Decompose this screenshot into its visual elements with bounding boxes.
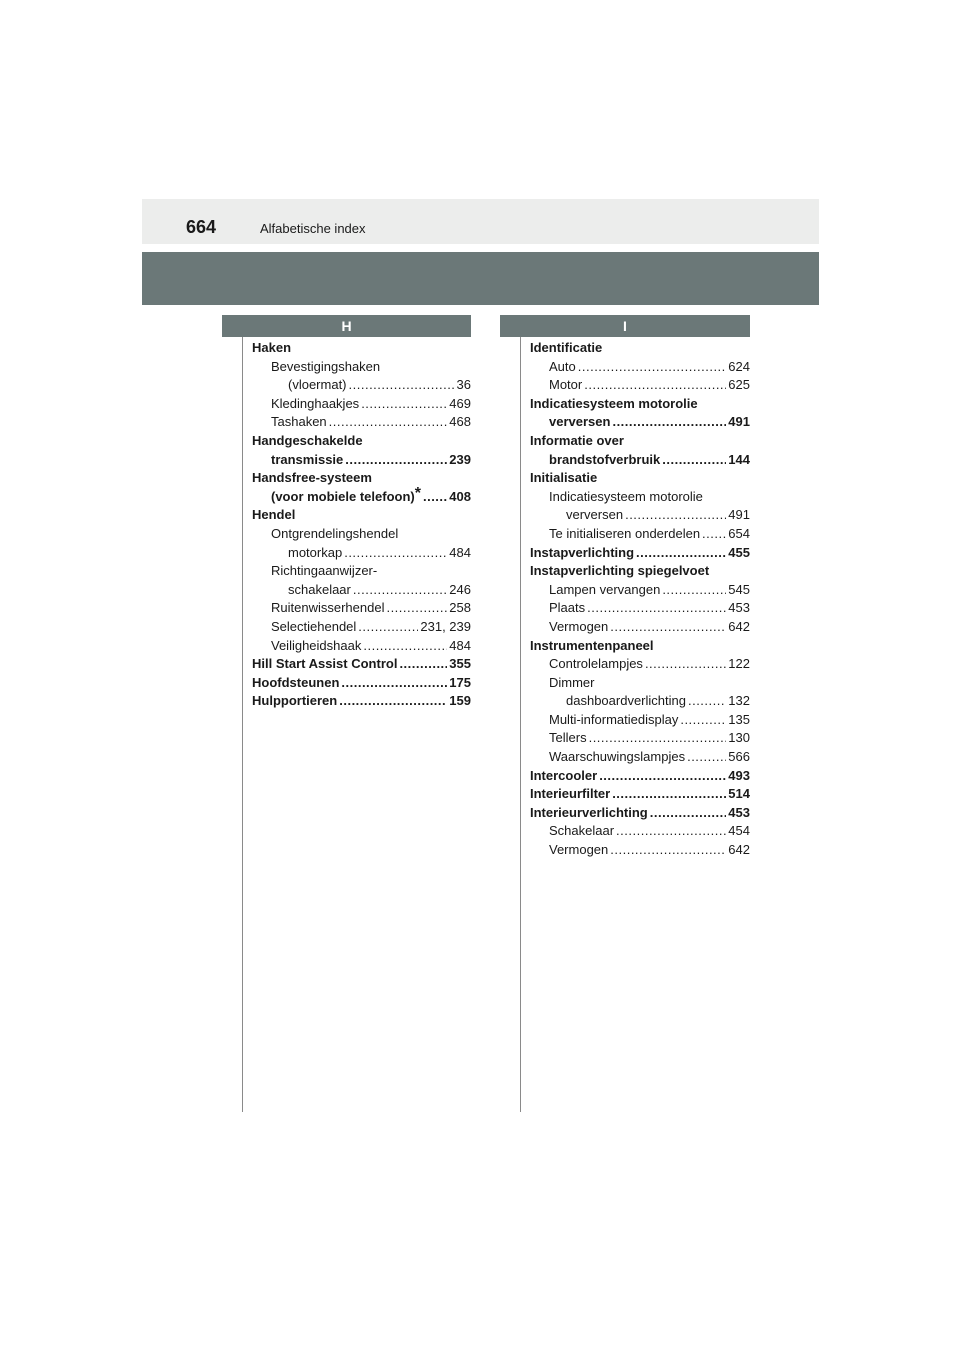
- index-entry-label: Instrumentenpaneel: [530, 637, 654, 653]
- index-entry-label: Vermogen: [549, 842, 609, 858]
- index-column-i: [530, 339, 750, 860]
- dot-leader: [345, 451, 447, 470]
- dot-leader: [610, 841, 726, 860]
- index-entry-text: [549, 525, 700, 544]
- index-entry-page: 258: [449, 600, 471, 616]
- index-entry-text: [549, 358, 576, 377]
- index-entry-label: Haken: [252, 340, 292, 355]
- index-entry: [530, 618, 750, 637]
- dot-leader: [423, 488, 447, 507]
- index-entry-label: Hoofdsteunen: [252, 674, 340, 690]
- index-entry-label: Handgeschakelde: [252, 432, 363, 448]
- index-entry: [530, 655, 750, 674]
- index-entry-page: 469: [449, 395, 471, 411]
- index-entry-page: 130: [728, 730, 750, 746]
- index-entry-page: 514: [728, 786, 750, 802]
- index-entry-page: 491: [728, 414, 750, 430]
- dot-leader: [589, 729, 727, 748]
- index-entry-label: Dimmer: [549, 674, 595, 690]
- index-entry-page: 484: [449, 637, 471, 653]
- index-entry: [530, 358, 750, 377]
- index-entry-text: [549, 655, 643, 674]
- index-entry-label: Instapverlichting spiegelvoet: [530, 563, 710, 579]
- column-divider: [242, 337, 243, 1112]
- index-entry-page: 408: [449, 488, 471, 504]
- index-entry-text: [530, 767, 597, 786]
- index-entry-page: 453: [728, 600, 750, 616]
- dot-leader: [587, 599, 726, 618]
- index-entry-page: 642: [728, 842, 750, 858]
- index-entry-page: 159: [449, 693, 471, 709]
- index-entry: [252, 469, 471, 488]
- index-entry: [530, 506, 750, 525]
- column-divider: [520, 337, 521, 1112]
- index-entry-page: 453: [728, 804, 750, 820]
- dot-leader: [625, 506, 726, 525]
- index-entry-label: Interieurfilter: [530, 786, 611, 802]
- index-entry-label: Instapverlichting: [530, 544, 635, 560]
- index-entry-page: 239: [449, 451, 471, 467]
- footnote-marker: *: [414, 485, 421, 503]
- dot-leader: [344, 544, 447, 563]
- index-entry: [530, 525, 750, 544]
- index-entry-page: 231, 239: [420, 618, 471, 634]
- dot-leader: [339, 692, 447, 711]
- index-entry-label: transmissie: [271, 451, 344, 467]
- index-entry-text: [549, 376, 582, 395]
- dot-leader: [612, 785, 726, 804]
- index-entry-text: [271, 618, 356, 637]
- letter-heading-h: H: [222, 315, 471, 337]
- dot-leader: [599, 767, 726, 786]
- index-entry-label: dashboardverlichting: [566, 693, 686, 709]
- index-entry: [530, 637, 750, 656]
- dot-leader: [329, 413, 448, 432]
- index-entry: [530, 785, 750, 804]
- index-entry-text: [549, 618, 608, 637]
- index-entry: [530, 804, 750, 823]
- section-title: Alfabetische index: [260, 221, 366, 236]
- dot-leader: [353, 581, 447, 600]
- dot-leader: [662, 581, 726, 600]
- index-entry-text: [252, 655, 397, 674]
- index-entry: [530, 767, 750, 786]
- index-entry-text: [549, 581, 660, 600]
- index-entry-text: [288, 376, 347, 395]
- dot-leader: [688, 692, 726, 711]
- index-entry-page: 122: [728, 656, 750, 672]
- index-entry-text: [566, 506, 623, 525]
- index-entry-label: verversen: [549, 414, 611, 430]
- dot-leader: [584, 376, 726, 395]
- index-entry-label: Motor: [549, 377, 583, 393]
- index-entry-label: schakelaar: [288, 581, 351, 597]
- index-entry-text: [271, 395, 359, 414]
- index-entry: [252, 655, 471, 674]
- index-entry: [252, 637, 471, 656]
- index-entry: [530, 674, 750, 693]
- page-number: 664: [186, 217, 217, 237]
- index-entry-page: 654: [728, 525, 750, 541]
- index-entry: [530, 469, 750, 488]
- index-entry-page: 545: [728, 581, 750, 597]
- index-entry: [530, 562, 750, 581]
- index-entry-text: [549, 451, 660, 470]
- index-entry-text: [271, 599, 384, 618]
- index-entry-label: Veiligheidshaak: [271, 637, 362, 653]
- index-entry: [530, 451, 750, 470]
- dot-leader: [650, 804, 727, 823]
- index-entry-text: [530, 804, 648, 823]
- index-entry: [530, 581, 750, 600]
- index-entry-text: [288, 581, 351, 600]
- dot-leader: [386, 599, 447, 618]
- index-entry: [252, 544, 471, 563]
- index-entry-label: verversen: [566, 507, 624, 523]
- index-entry: [530, 841, 750, 860]
- index-entry: [530, 748, 750, 767]
- index-entry-page: 625: [728, 377, 750, 393]
- index-entry: [252, 618, 471, 637]
- dot-leader: [399, 655, 447, 674]
- dot-leader: [349, 376, 455, 395]
- dot-leader: [361, 395, 447, 414]
- index-entry-label: Auto: [549, 358, 576, 374]
- index-column-h: [252, 339, 471, 711]
- index-entry: [252, 485, 471, 507]
- dot-leader: [687, 748, 726, 767]
- index-entry: [530, 692, 750, 711]
- dot-leader: [610, 618, 726, 637]
- index-entry-label: Tellers: [549, 730, 587, 746]
- index-entry-text: [549, 841, 608, 860]
- dot-leader: [341, 674, 447, 693]
- index-entry: [252, 525, 471, 544]
- index-entry-page: 132: [728, 693, 750, 709]
- index-entry: [530, 395, 750, 414]
- letter-heading-i: I: [500, 315, 750, 337]
- index-entry-label: Bevestigingshaken: [271, 358, 381, 374]
- index-entry-label: Indicatiesysteem motorolie: [530, 395, 698, 411]
- index-entry-text: [271, 451, 343, 470]
- header-bar: [142, 199, 819, 244]
- index-entry-label: Vermogen: [549, 618, 609, 634]
- index-entry: [252, 432, 471, 451]
- index-entry-page: 454: [728, 823, 750, 839]
- index-entry-label: Identificatie: [530, 340, 603, 355]
- index-entry: [252, 562, 471, 581]
- index-entry-page: 491: [728, 507, 750, 523]
- index-entry-label: Handsfree-systeem: [252, 470, 372, 486]
- index-entry-text: [271, 485, 421, 507]
- index-entry: [252, 358, 471, 377]
- index-entry-page: 175: [449, 674, 471, 690]
- index-entry: [252, 451, 471, 470]
- index-entry-label: Initialisatie: [530, 470, 598, 486]
- index-entry: [252, 413, 471, 432]
- index-entry-page: 455: [728, 544, 750, 560]
- index-entry-label: Interieurverlichting: [530, 804, 648, 820]
- index-entry-label: Ontgrendelingshendel: [271, 525, 399, 541]
- index-entry: [530, 544, 750, 563]
- index-entry-text: [549, 599, 585, 618]
- index-entry-text: [549, 711, 678, 730]
- index-entry: [530, 599, 750, 618]
- index-entry-label: Hendel: [252, 507, 296, 523]
- index-entry-page: 135: [728, 711, 750, 727]
- index-entry-text: [252, 692, 337, 711]
- index-entry-page: 566: [728, 749, 750, 765]
- index-entry-label: motorkap: [288, 544, 343, 560]
- index-entry-page: 355: [449, 656, 471, 672]
- header-band: [142, 252, 819, 305]
- index-entry-label: Multi-informatiedisplay: [549, 711, 679, 727]
- dot-leader: [358, 618, 418, 637]
- index-entry: [252, 506, 471, 525]
- index-entry: [252, 581, 471, 600]
- index-entry-text: [288, 544, 342, 563]
- index-entry-label: Te initialiseren onderdelen: [549, 525, 701, 541]
- index-entry-label: Hill Start Assist Control: [252, 656, 398, 672]
- index-entry: [252, 376, 471, 395]
- dot-leader: [680, 711, 726, 730]
- index-entry-label: Plaats: [549, 600, 586, 616]
- index-entry: [530, 339, 750, 358]
- index-entry-page: 624: [728, 358, 750, 374]
- index-entry-text: [549, 822, 614, 841]
- index-entry-label: Tashaken: [271, 414, 327, 430]
- dot-leader: [702, 525, 726, 544]
- index-entry: [530, 711, 750, 730]
- index-entry-label: Ruitenwisserhendel: [271, 600, 385, 616]
- index-entry: [530, 432, 750, 451]
- index-entry-page: 468: [449, 414, 471, 430]
- index-entry-label: Hulpportieren: [252, 693, 338, 709]
- index-entry-text: [252, 674, 339, 693]
- index-entry-text: [549, 413, 610, 432]
- index-entry-page: 144: [728, 451, 750, 467]
- index-entry-text: [549, 729, 587, 748]
- index-entry-label: Informatie over: [530, 432, 624, 448]
- index-entry: [252, 674, 471, 693]
- index-entry-page: 484: [449, 544, 471, 560]
- index-entry-label: (voor mobiele telefoon): [271, 488, 415, 504]
- index-entry-page: 246: [449, 581, 471, 597]
- index-entry-label: Richtingaanwijzer-: [271, 563, 378, 579]
- index-entry: [252, 339, 471, 358]
- index-entry-label: Indicatiesysteem motorolie: [549, 488, 703, 504]
- index-entry: [252, 599, 471, 618]
- index-entry-label: Schakelaar: [549, 823, 615, 839]
- index-entry-label: Selectiehendel: [271, 618, 357, 634]
- index-entry: [530, 413, 750, 432]
- dot-leader: [645, 655, 726, 674]
- dot-leader: [612, 413, 726, 432]
- index-entry-label: (vloermat): [288, 377, 347, 393]
- index-entry: [252, 395, 471, 414]
- index-entry-label: Controlelampjes: [549, 656, 643, 672]
- index-entry: [530, 822, 750, 841]
- index-entry-text: [271, 413, 327, 432]
- index-entry-label: Waarschuwingslampjes: [549, 749, 686, 765]
- index-entry-page: 493: [728, 767, 750, 783]
- index-entry-label: Intercooler: [530, 767, 598, 783]
- index-entry-label: Lampen vervangen: [549, 581, 661, 597]
- index-entry: [530, 729, 750, 748]
- index-entry-text: [549, 748, 685, 767]
- dot-leader: [616, 822, 726, 841]
- dot-leader: [662, 451, 726, 470]
- index-entry-text: [530, 544, 634, 563]
- index-entry-text: [271, 637, 361, 656]
- index-entry-text: [566, 692, 686, 711]
- index-entry-page: 36: [456, 377, 471, 393]
- dot-leader: [636, 544, 726, 563]
- index-entry-text: [530, 785, 610, 804]
- index-entry: [530, 376, 750, 395]
- index-entry-label: Kledinghaakjes: [271, 395, 360, 411]
- index-entry: [530, 488, 750, 507]
- dot-leader: [578, 358, 727, 377]
- index-entry: [252, 692, 471, 711]
- dot-leader: [363, 637, 447, 656]
- index-entry-label: brandstofverbruik: [549, 451, 661, 467]
- index-entry-page: 642: [728, 618, 750, 634]
